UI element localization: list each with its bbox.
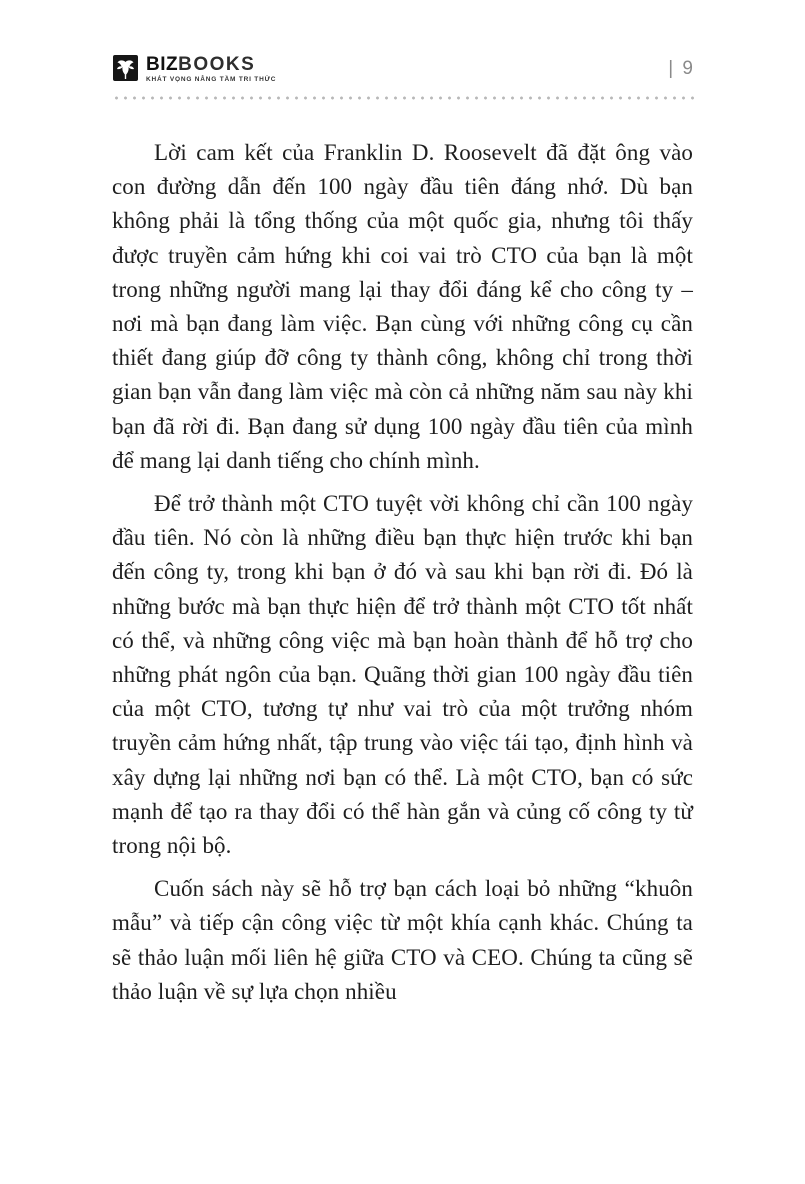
paragraph: Để trở thành một CTO tuyệt vời không chỉ cần 100 ngày đầu tiên. Nó còn là những điều bạn thực hiện trước khi bạn đến công ty, trong khi bạn ở đó và sau khi bạn rời đi. Đó là những bước mà bạn thực hiện để trở thành một CTO tốt nhất có thể, và những công việc mà bạn hoàn thành để hỗ trợ cho những phát ngôn của bạn. Quãng thời gian 100 ngày đầu tiên của một CTO, tương tự như vai trò của một trưởng nhóm truyền cảm hứng nhất, tập trung vào việc tái tạo, định hình và xây dựng lại những nơi bạn có thể. Là một CTO, bạn có sức mạnh để tạo ra thay đổi có thể hàn gắn và củng cố công ty từ trong nội bộ. <box>112 491 693 859</box>
brand-name-books: BOOKS <box>178 53 256 75</box>
page-number: | 9 <box>668 58 695 79</box>
page-header <box>112 54 695 84</box>
brand-tagline: KHÁT VỌNG NÂNG TẦM TRI THỨC <box>146 75 277 83</box>
brand-textblock <box>146 55 276 84</box>
bizbooks-logo-icon <box>112 54 139 84</box>
brand-name-biz: BIZ <box>146 53 179 75</box>
bizbooks-logo <box>112 54 276 84</box>
paragraph: Cuốn sách này sẽ hỗ trợ bạn cách loại bỏ những “khuôn mẫu” và tiếp cận công việc từ một khía cạnh khác. Chúng ta sẽ thảo luận mối liên hệ giữa CTO và CEO. Chúng ta cũng sẽ thảo luận về sự lựa chọn nhiều <box>112 876 693 1004</box>
dotted-divider <box>112 96 695 100</box>
paragraph: Lời cam kết của Franklin D. Roosevelt đã đặt ông vào con đường dẫn đến 100 ngày đầu tiên đáng nhớ. Dù bạn không phải là tổng thống của một quốc gia, nhưng tôi thấy được truyền cảm hứng khi coi vai trò CTO của bạn là một trong những người mang lại thay đổi đáng kể cho công ty – nơi mà bạn đang làm việc. Bạn cùng với những công cụ cần thiết đang giúp đỡ công ty thành công, không chỉ trong thời gian bạn vẫn đang làm việc mà còn cả những năm sau này khi bạn đã rời đi. Bạn đang sử dụng 100 ngày đầu tiên của mình để mang lại danh tiếng cho chính mình. <box>112 140 693 473</box>
content-area <box>112 136 693 1009</box>
brand-name <box>146 55 276 74</box>
